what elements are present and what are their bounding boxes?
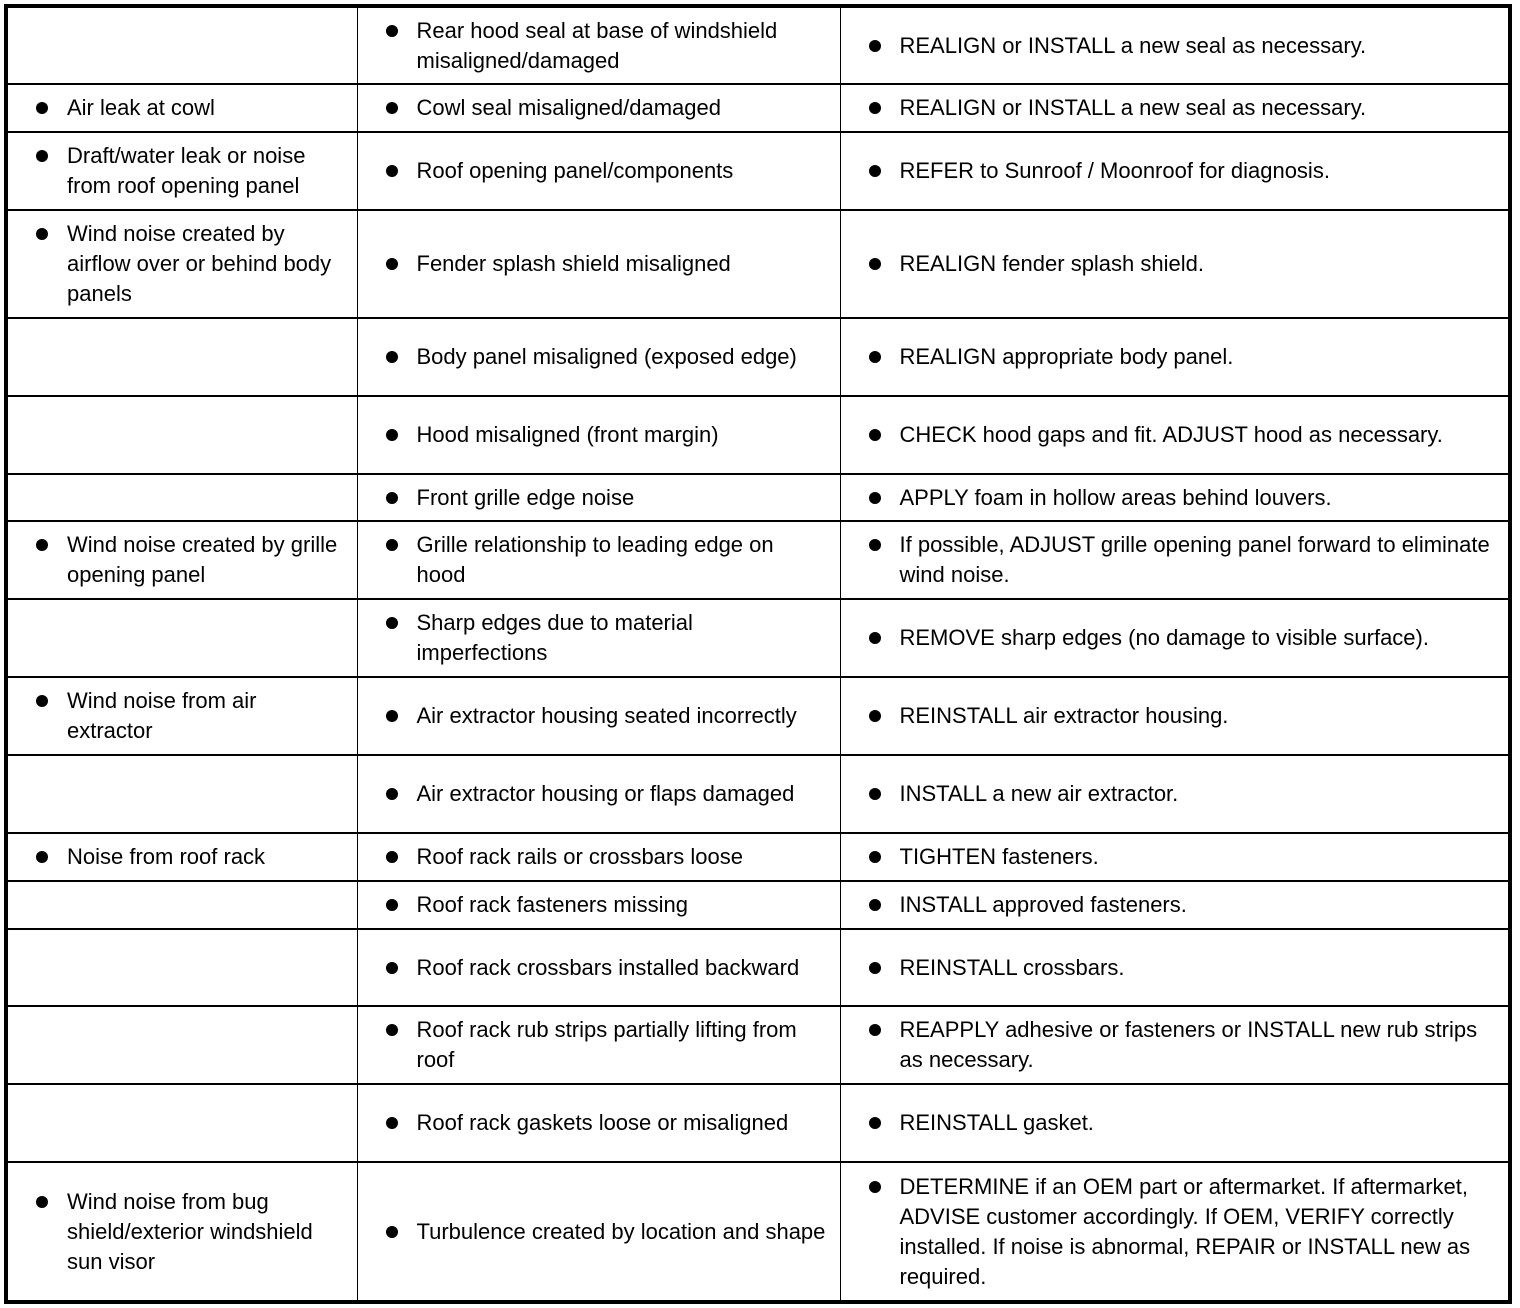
action-text: INSTALL a new air extractor. xyxy=(899,781,1179,806)
bullet-icon xyxy=(869,632,881,644)
action-cell xyxy=(840,1162,1510,1302)
action-cell xyxy=(840,1006,1510,1084)
bullet-item xyxy=(841,93,1509,123)
possible-source-cell xyxy=(357,755,840,833)
source-text: Roof rack fasteners missing xyxy=(416,892,688,917)
bullet-icon xyxy=(869,165,881,177)
source-text: Body panel misaligned (exposed edge) xyxy=(416,344,797,369)
bullet-icon xyxy=(386,25,398,37)
condition-text: Draft/water leak or noise from roof opening panel xyxy=(67,143,306,198)
possible-source-cell xyxy=(357,84,840,132)
bullet-item xyxy=(8,686,357,746)
possible-source-cell xyxy=(357,1006,840,1084)
action-text: REALIGN appropriate body panel. xyxy=(899,344,1234,369)
bullet-icon xyxy=(869,258,881,270)
bullet-item xyxy=(358,701,840,731)
condition-cell xyxy=(6,474,357,521)
possible-source-cell xyxy=(357,210,840,318)
action-cell xyxy=(840,881,1510,929)
action-text: CHECK hood gaps and fit. ADJUST hood as necessary. xyxy=(899,422,1443,447)
table-row xyxy=(6,396,1510,474)
bullet-item xyxy=(358,156,840,186)
bullet-icon xyxy=(386,851,398,863)
bullet-item xyxy=(841,842,1509,872)
source-text: Air extractor housing seated incorrectly xyxy=(416,703,797,728)
action-text: REALIGN or INSTALL a new seal as necessary. xyxy=(899,32,1367,58)
bullet-item xyxy=(358,16,840,76)
bullet-item xyxy=(841,701,1509,731)
source-text: Roof rack rub strips partially lifting from roof xyxy=(416,1017,797,1072)
bullet-item xyxy=(358,953,840,983)
action-text: REALIGN fender splash shield. xyxy=(899,251,1204,276)
action-cell xyxy=(840,396,1510,474)
action-text: INSTALL approved fasteners. xyxy=(899,892,1187,917)
bullet-icon xyxy=(386,429,398,441)
bullet-icon xyxy=(869,429,881,441)
bullet-item xyxy=(358,249,840,279)
bullet-icon xyxy=(386,492,398,504)
bullet-icon xyxy=(386,617,398,629)
bullet-icon xyxy=(36,150,48,162)
possible-source-cell xyxy=(357,833,840,881)
bullet-item xyxy=(8,93,357,123)
bullet-item xyxy=(841,623,1509,653)
condition-text: Air leak at cowl xyxy=(67,95,215,120)
condition-cell xyxy=(6,132,357,210)
bullet-icon xyxy=(386,165,398,177)
bullet-icon xyxy=(869,962,881,974)
table-row xyxy=(6,1084,1510,1162)
bullet-icon xyxy=(386,1024,398,1036)
bullet-icon xyxy=(386,539,398,551)
condition-cell xyxy=(6,396,357,474)
action-cell xyxy=(840,599,1510,677)
bullet-item xyxy=(841,1108,1509,1138)
action-cell xyxy=(840,84,1510,132)
bullet-icon xyxy=(869,851,881,863)
table-row xyxy=(6,1006,1510,1084)
action-cell xyxy=(840,474,1510,521)
condition-cell xyxy=(6,1006,357,1084)
bullet-item xyxy=(841,342,1509,372)
action-cell xyxy=(840,6,1510,84)
bullet-icon xyxy=(36,851,48,863)
table-row xyxy=(6,881,1510,929)
action-cell xyxy=(840,210,1510,318)
bullet-icon xyxy=(869,788,881,800)
possible-source-cell xyxy=(357,881,840,929)
action-text: APPLY foam in hollow areas behind louvers. xyxy=(899,484,1332,510)
action-text: REALIGN or INSTALL a new seal as necessary. xyxy=(899,95,1367,120)
source-text: Hood misaligned (front margin) xyxy=(416,422,719,447)
condition-cell xyxy=(6,6,357,84)
bullet-item xyxy=(841,420,1509,450)
possible-source-cell xyxy=(357,929,840,1006)
source-text: Air extractor housing or flaps damaged xyxy=(416,781,795,806)
table-row xyxy=(6,929,1510,1006)
bullet-item xyxy=(358,1015,840,1075)
bullet-icon xyxy=(36,228,48,240)
condition-text: Wind noise from air extractor xyxy=(67,688,257,743)
table-row xyxy=(6,521,1510,599)
source-text: Turbulence created by location and shape xyxy=(416,1218,826,1244)
condition-cell xyxy=(6,318,357,396)
bullet-icon xyxy=(386,710,398,722)
bullet-icon xyxy=(386,1117,398,1129)
possible-source-cell xyxy=(357,474,840,521)
condition-cell xyxy=(6,599,357,677)
table-row xyxy=(6,677,1510,755)
bullet-item xyxy=(841,779,1509,809)
bullet-icon xyxy=(869,539,881,551)
bullet-item xyxy=(358,779,840,809)
source-text: Fender splash shield misaligned xyxy=(416,251,731,276)
condition-cell xyxy=(6,521,357,599)
bullet-item xyxy=(8,1187,357,1277)
condition-text: Noise from roof rack xyxy=(67,844,266,869)
condition-cell xyxy=(6,755,357,833)
action-cell xyxy=(840,132,1510,210)
condition-cell xyxy=(6,833,357,881)
bullet-item xyxy=(8,842,357,872)
bullet-icon xyxy=(386,899,398,911)
bullet-icon xyxy=(869,899,881,911)
action-text: REMOVE sharp edges (no damage to visible surface). xyxy=(899,625,1429,650)
bullet-icon xyxy=(36,102,48,114)
action-cell xyxy=(840,521,1510,599)
bullet-icon xyxy=(386,962,398,974)
table-row xyxy=(6,833,1510,881)
bullet-icon xyxy=(869,1181,881,1193)
source-text: Roof rack gaskets loose or misaligned xyxy=(416,1110,789,1135)
table-body xyxy=(6,6,1510,1302)
bullet-item xyxy=(358,608,840,668)
possible-source-cell xyxy=(357,396,840,474)
bullet-item xyxy=(358,420,840,450)
source-text: Sharp edges due to material imperfections xyxy=(416,610,693,665)
action-text: REFER to Sunroof / Moonroof for diagnosis. xyxy=(899,158,1330,183)
bullet-item xyxy=(841,1015,1509,1075)
condition-text: Wind noise created by grille opening panel xyxy=(67,532,338,587)
possible-source-cell xyxy=(357,599,840,677)
table-row xyxy=(6,755,1510,833)
condition-cell xyxy=(6,1084,357,1162)
bullet-item xyxy=(841,953,1509,983)
table-row xyxy=(6,132,1510,210)
bullet-item xyxy=(8,530,357,590)
action-cell xyxy=(840,677,1510,755)
bullet-item xyxy=(358,483,840,513)
source-text: Rear hood seal at base of windshield misaligned/damaged xyxy=(416,17,778,73)
bullet-item xyxy=(358,1108,840,1138)
bullet-item xyxy=(841,156,1509,186)
bullet-icon xyxy=(869,102,881,114)
table-row xyxy=(6,1162,1510,1302)
bullet-item xyxy=(8,141,357,201)
action-text: DETERMINE if an OEM part or aftermarket. If aftermarket, ADVISE customer accordingly. If OEM, VERIFY correctly installed. If noise is abnormal, REPAIR or INSTALL new as required. xyxy=(899,1173,1471,1289)
possible-source-cell xyxy=(357,318,840,396)
table-row xyxy=(6,318,1510,396)
bullet-icon xyxy=(386,258,398,270)
possible-source-cell xyxy=(357,1084,840,1162)
condition-text: Wind noise from bug shield/exterior windshield sun visor xyxy=(67,1188,313,1274)
bullet-item xyxy=(358,342,840,372)
bullet-icon xyxy=(386,102,398,114)
bullet-icon xyxy=(869,492,881,504)
action-cell xyxy=(840,318,1510,396)
bullet-item xyxy=(358,93,840,123)
bullet-icon xyxy=(869,40,881,52)
bullet-item xyxy=(841,530,1509,590)
possible-source-cell xyxy=(357,521,840,599)
action-cell xyxy=(840,929,1510,1006)
table-row xyxy=(6,599,1510,677)
source-text: Cowl seal misaligned/damaged xyxy=(416,95,721,120)
condition-cell xyxy=(6,84,357,132)
bullet-item xyxy=(358,890,840,920)
bullet-icon xyxy=(869,351,881,363)
table-row xyxy=(6,6,1510,84)
bullet-item xyxy=(8,219,357,309)
bullet-icon xyxy=(869,1024,881,1036)
action-text: REINSTALL crossbars. xyxy=(899,954,1125,980)
diagnosis-table xyxy=(4,4,1512,1304)
source-text: Grille relationship to leading edge on hood xyxy=(416,532,774,587)
possible-source-cell xyxy=(357,132,840,210)
bullet-icon xyxy=(36,539,48,551)
source-text: Front grille edge noise xyxy=(416,484,635,510)
bullet-icon xyxy=(386,351,398,363)
table-row xyxy=(6,84,1510,132)
action-cell xyxy=(840,833,1510,881)
table-row xyxy=(6,210,1510,318)
possible-source-cell xyxy=(357,677,840,755)
table-row xyxy=(6,474,1510,521)
bullet-item xyxy=(841,249,1509,279)
action-cell xyxy=(840,1084,1510,1162)
bullet-item xyxy=(358,842,840,872)
bullet-icon xyxy=(869,710,881,722)
bullet-item xyxy=(358,530,840,590)
bullet-icon xyxy=(386,788,398,800)
bullet-item xyxy=(358,1217,840,1247)
possible-source-cell xyxy=(357,1162,840,1302)
source-text: Roof rack rails or crossbars loose xyxy=(416,844,743,869)
condition-cell xyxy=(6,881,357,929)
bullet-icon xyxy=(36,695,48,707)
bullet-item xyxy=(841,1172,1509,1292)
action-text: If possible, ADJUST grille opening panel forward to eliminate wind noise. xyxy=(899,532,1490,587)
bullet-icon xyxy=(386,1226,398,1238)
condition-cell xyxy=(6,210,357,318)
bullet-item xyxy=(841,31,1509,61)
bullet-item xyxy=(841,890,1509,920)
action-text: REAPPLY adhesive or fasteners or INSTALL new rub strips as necessary. xyxy=(899,1017,1478,1072)
action-cell xyxy=(840,755,1510,833)
condition-text: Wind noise created by airflow over or behind body panels xyxy=(67,221,332,306)
condition-cell xyxy=(6,1162,357,1302)
action-text: TIGHTEN fasteners. xyxy=(899,844,1099,869)
action-text: REINSTALL air extractor housing. xyxy=(899,703,1229,728)
bullet-item xyxy=(841,483,1509,513)
possible-source-cell xyxy=(357,6,840,84)
source-text: Roof opening panel/components xyxy=(416,158,734,183)
source-text: Roof rack crossbars installed backward xyxy=(416,954,800,980)
condition-cell xyxy=(6,929,357,1006)
action-text: REINSTALL gasket. xyxy=(899,1110,1094,1135)
bullet-icon xyxy=(869,1117,881,1129)
condition-cell xyxy=(6,677,357,755)
bullet-icon xyxy=(36,1196,48,1208)
